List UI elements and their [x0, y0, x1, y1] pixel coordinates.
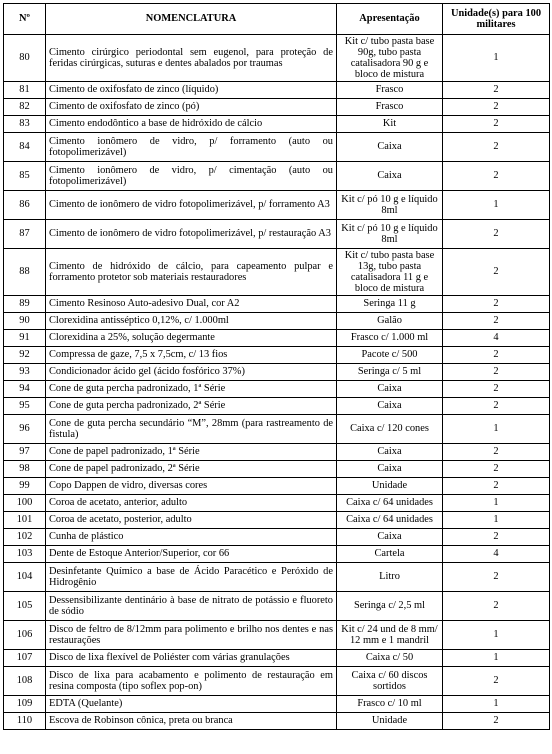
table-row: [4, 592, 550, 621]
table-row: [4, 398, 550, 415]
cell-nomenclature: Cimento Resinoso Auto-adesivo Dual, cor A2: [46, 296, 337, 313]
cell-nomenclature: Escova de Robinson cônica, preta ou branca: [46, 713, 337, 730]
table-row: [4, 696, 550, 713]
table-row: [4, 296, 550, 313]
cell-presentation: Kit c/ 24 und de 8 mm/ 12 mm e 1 mandril: [337, 621, 443, 650]
cell-units: 2: [443, 444, 550, 461]
cell-number: 86: [4, 191, 46, 220]
cell-units: 2: [443, 313, 550, 330]
table-row: [4, 249, 550, 296]
cell-number: 85: [4, 162, 46, 191]
cell-presentation: Seringa 11 g: [337, 296, 443, 313]
cell-number: 102: [4, 529, 46, 546]
cell-nomenclature: Cone de papel padronizado, 1ª Série: [46, 444, 337, 461]
cell-presentation: Caixa: [337, 444, 443, 461]
cell-number: 98: [4, 461, 46, 478]
cell-number: 89: [4, 296, 46, 313]
table-row: [4, 512, 550, 529]
cell-units: 2: [443, 478, 550, 495]
cell-nomenclature: Dente de Estoque Anterior/Superior, cor 66: [46, 546, 337, 563]
table-row: [4, 191, 550, 220]
cell-number: 88: [4, 249, 46, 296]
cell-number: 97: [4, 444, 46, 461]
cell-number: 95: [4, 398, 46, 415]
cell-presentation: Caixa: [337, 398, 443, 415]
cell-units: 2: [443, 381, 550, 398]
cell-number: 100: [4, 495, 46, 512]
cell-units: 1: [443, 35, 550, 82]
cell-units: 2: [443, 713, 550, 730]
cell-presentation: Caixa c/ 64 unidades: [337, 495, 443, 512]
cell-units: 2: [443, 398, 550, 415]
table-row: [4, 82, 550, 99]
cell-presentation: Frasco: [337, 82, 443, 99]
cell-units: 2: [443, 249, 550, 296]
cell-presentation: Kit: [337, 116, 443, 133]
table-row: [4, 667, 550, 696]
cell-presentation: Caixa c/ 64 unidades: [337, 512, 443, 529]
cell-number: 81: [4, 82, 46, 99]
table-row: [4, 330, 550, 347]
cell-nomenclature: Compressa de gaze, 7,5 x 7,5cm, c/ 13 fios: [46, 347, 337, 364]
cell-units: 1: [443, 621, 550, 650]
cell-units: 2: [443, 461, 550, 478]
table-row: [4, 364, 550, 381]
cell-nomenclature: Dessensibilizante dentinário à base de nitrato de potássio e fluoreto de sódio: [46, 592, 337, 621]
cell-number: 107: [4, 650, 46, 667]
table-row: [4, 650, 550, 667]
cell-nomenclature: EDTA (Quelante): [46, 696, 337, 713]
cell-number: 93: [4, 364, 46, 381]
document-page: [3, 3, 550, 730]
table-row: [4, 546, 550, 563]
table-row: [4, 381, 550, 398]
cell-nomenclature: Cunha de plástico: [46, 529, 337, 546]
table-row: [4, 116, 550, 133]
cell-units: 2: [443, 116, 550, 133]
cell-presentation: Caixa: [337, 133, 443, 162]
cell-nomenclature: Coroa de acetato, posterior, adulto: [46, 512, 337, 529]
cell-nomenclature: Cimento cirúrgico periodontal sem eugenol, para proteção de feridas cirúrgicas, suturas e dentes abalados por traumas: [46, 35, 337, 82]
table-row: [4, 35, 550, 82]
cell-presentation: Kit c/ tubo pasta base 90g, tubo pasta catalisadora 90 g e bloco de mistura: [337, 35, 443, 82]
materials-table: [3, 3, 550, 730]
table-row: [4, 461, 550, 478]
cell-nomenclature: Copo Dappen de vidro, diversas cores: [46, 478, 337, 495]
table-row: [4, 347, 550, 364]
cell-units: 1: [443, 650, 550, 667]
cell-number: 109: [4, 696, 46, 713]
cell-presentation: Pacote c/ 500: [337, 347, 443, 364]
table-header-row: [4, 4, 550, 35]
cell-units: 1: [443, 512, 550, 529]
cell-number: 90: [4, 313, 46, 330]
cell-units: 2: [443, 592, 550, 621]
cell-units: 2: [443, 220, 550, 249]
cell-nomenclature: Cimento ionômero de vidro, p/ cimentação (auto ou fotopolimerizável): [46, 162, 337, 191]
cell-presentation: Kit c/ pó 10 g e líquido 8ml: [337, 191, 443, 220]
table-row: [4, 495, 550, 512]
cell-nomenclature: Disco de feltro de 8/12mm para polimento e brilho nos dentes e nas restaurações: [46, 621, 337, 650]
cell-number: 83: [4, 116, 46, 133]
cell-nomenclature: Disco de lixa para acabamento e polimento de restauração em resina composta (tipo soflex pop-on): [46, 667, 337, 696]
header-presentation: Apresentação: [337, 4, 443, 35]
cell-presentation: Caixa c/ 50: [337, 650, 443, 667]
cell-presentation: Caixa: [337, 381, 443, 398]
cell-nomenclature: Cone de papel padronizado, 2ª Série: [46, 461, 337, 478]
table-row: [4, 220, 550, 249]
header-number: Nº: [4, 4, 46, 35]
cell-number: 108: [4, 667, 46, 696]
cell-units: 2: [443, 296, 550, 313]
cell-number: 104: [4, 563, 46, 592]
cell-nomenclature: Cone de guta percha padronizado, 1ª Série: [46, 381, 337, 398]
cell-number: 110: [4, 713, 46, 730]
table-body: [4, 35, 550, 730]
cell-units: 2: [443, 364, 550, 381]
cell-nomenclature: Clorexidina a 25%, solução degermante: [46, 330, 337, 347]
cell-number: 106: [4, 621, 46, 650]
cell-nomenclature: Cimento de ionômero de vidro fotopolimerizável, p/ forramento A3: [46, 191, 337, 220]
cell-number: 82: [4, 99, 46, 116]
cell-units: 2: [443, 82, 550, 99]
table-row: [4, 313, 550, 330]
cell-units: 1: [443, 415, 550, 444]
cell-units: 1: [443, 495, 550, 512]
cell-units: 1: [443, 696, 550, 713]
table-row: [4, 478, 550, 495]
cell-number: 103: [4, 546, 46, 563]
cell-units: 2: [443, 563, 550, 592]
cell-nomenclature: Desinfetante Químico a base de Ácido Paracético e Peróxido de Hidrogênio: [46, 563, 337, 592]
cell-nomenclature: Cimento de hidróxido de cálcio, para capeamento pulpar e forramento protetor sob materiais restauradores: [46, 249, 337, 296]
cell-number: 105: [4, 592, 46, 621]
table-row: [4, 444, 550, 461]
cell-presentation: Seringa c/ 5 ml: [337, 364, 443, 381]
cell-presentation: Caixa c/ 120 cones: [337, 415, 443, 444]
cell-presentation: Cartela: [337, 546, 443, 563]
cell-presentation: Litro: [337, 563, 443, 592]
cell-nomenclature: Cimento endodôntico a base de hidróxido de cálcio: [46, 116, 337, 133]
table-row: [4, 713, 550, 730]
cell-number: 80: [4, 35, 46, 82]
cell-presentation: Galão: [337, 313, 443, 330]
cell-nomenclature: Disco de lixa flexível de Poliéster com várias granulações: [46, 650, 337, 667]
cell-presentation: Kit c/ pó 10 g e líquido 8ml: [337, 220, 443, 249]
table-row: [4, 162, 550, 191]
cell-units: 2: [443, 133, 550, 162]
table-row: [4, 621, 550, 650]
cell-nomenclature: Cone de guta percha secundário “M”, 28mm (para rastreamento de fistula): [46, 415, 337, 444]
cell-number: 84: [4, 133, 46, 162]
table-row: [4, 529, 550, 546]
cell-number: 87: [4, 220, 46, 249]
cell-presentation: Frasco: [337, 99, 443, 116]
cell-presentation: Unidade: [337, 478, 443, 495]
cell-nomenclature: Condicionador ácido gel (ácido fosfórico 37%): [46, 364, 337, 381]
cell-number: 91: [4, 330, 46, 347]
cell-units: 2: [443, 667, 550, 696]
cell-nomenclature: Clorexidina antisséptico 0,12%, c/ 1.000ml: [46, 313, 337, 330]
cell-number: 92: [4, 347, 46, 364]
table-row: [4, 415, 550, 444]
cell-nomenclature: Cimento de ionômero de vidro fotopolimerizável, p/ restauração A3: [46, 220, 337, 249]
cell-units: 1: [443, 191, 550, 220]
cell-presentation: Caixa: [337, 162, 443, 191]
cell-units: 4: [443, 546, 550, 563]
header-nomenclature: NOMENCLATURA: [46, 4, 337, 35]
cell-units: 2: [443, 529, 550, 546]
cell-presentation: Frasco c/ 1.000 ml: [337, 330, 443, 347]
cell-units: 4: [443, 330, 550, 347]
cell-units: 2: [443, 162, 550, 191]
cell-number: 101: [4, 512, 46, 529]
table-row: [4, 133, 550, 162]
cell-nomenclature: Cimento ionômero de vidro, p/ forramento (auto ou fotopolimerizável): [46, 133, 337, 162]
cell-units: 2: [443, 99, 550, 116]
cell-presentation: Seringa c/ 2,5 ml: [337, 592, 443, 621]
cell-number: 96: [4, 415, 46, 444]
header-units-per-100: Unidade(s) para 100 militares: [443, 4, 550, 35]
table-row: [4, 99, 550, 116]
cell-presentation: Caixa: [337, 461, 443, 478]
cell-presentation: Frasco c/ 10 ml: [337, 696, 443, 713]
cell-number: 94: [4, 381, 46, 398]
cell-presentation: Unidade: [337, 713, 443, 730]
cell-presentation: Caixa: [337, 529, 443, 546]
cell-nomenclature: Coroa de acetato, anterior, adulto: [46, 495, 337, 512]
cell-units: 2: [443, 347, 550, 364]
cell-nomenclature: Cimento de oxifosfato de zinco (pó): [46, 99, 337, 116]
cell-presentation: Kit c/ tubo pasta base 13g, tubo pasta catalisadora 11 g e bloco de mistura: [337, 249, 443, 296]
table-row: [4, 563, 550, 592]
cell-number: 99: [4, 478, 46, 495]
cell-presentation: Caixa c/ 60 discos sortidos: [337, 667, 443, 696]
cell-nomenclature: Cimento de oxifosfato de zinco (líquido): [46, 82, 337, 99]
cell-nomenclature: Cone de guta percha padronizado, 2ª Série: [46, 398, 337, 415]
